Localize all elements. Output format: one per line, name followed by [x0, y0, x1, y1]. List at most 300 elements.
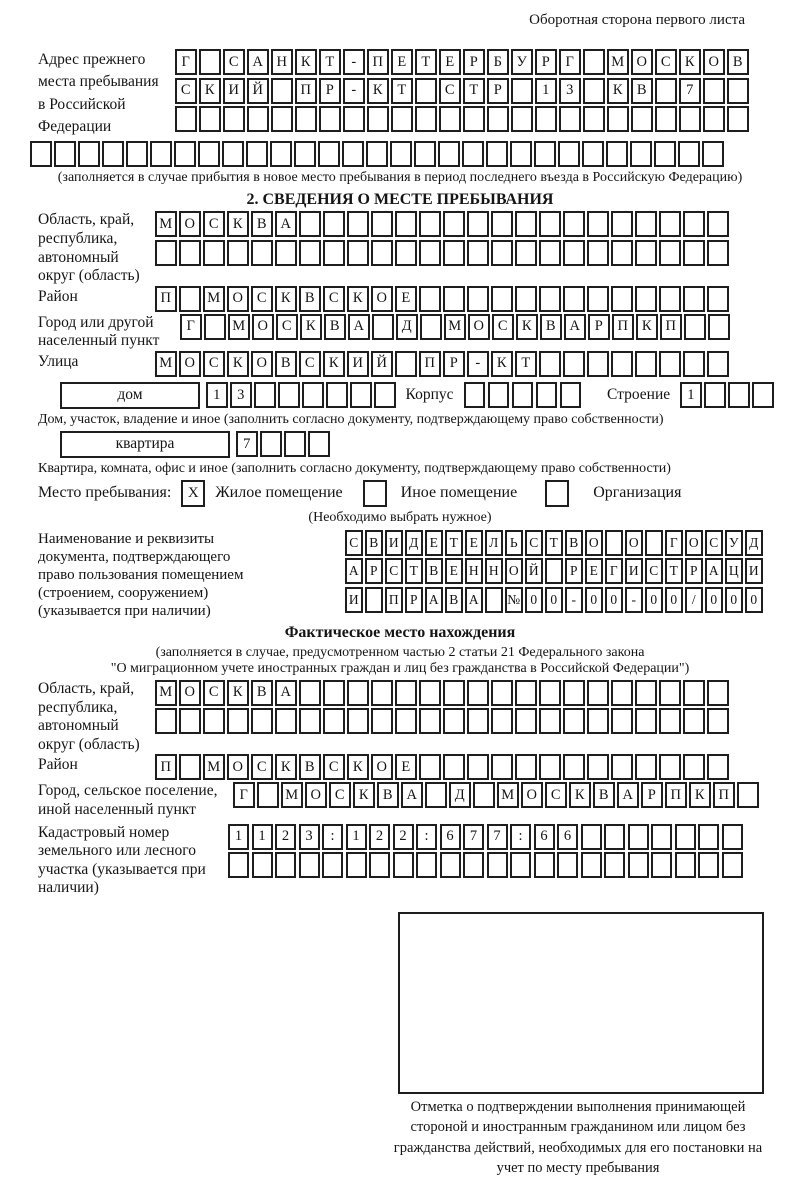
char-box[interactable]: [563, 680, 585, 706]
char-box[interactable]: [604, 852, 625, 878]
char-box[interactable]: 7: [487, 824, 508, 850]
char-box[interactable]: [539, 211, 561, 237]
char-box[interactable]: [271, 106, 293, 132]
char-box[interactable]: 3: [230, 382, 252, 408]
char-box[interactable]: И: [385, 530, 403, 556]
char-box[interactable]: [299, 240, 321, 266]
char-box[interactable]: О: [252, 314, 274, 340]
char-box[interactable]: [443, 286, 465, 312]
char-box[interactable]: [390, 141, 412, 167]
char-box[interactable]: /: [685, 587, 703, 613]
char-box[interactable]: М: [497, 782, 519, 808]
char-box[interactable]: И: [347, 351, 369, 377]
char-box[interactable]: [630, 141, 652, 167]
char-box[interactable]: [635, 680, 657, 706]
char-box[interactable]: [419, 211, 441, 237]
char-box[interactable]: В: [275, 351, 297, 377]
char-box[interactable]: [179, 708, 201, 734]
char-box[interactable]: [655, 106, 677, 132]
char-box[interactable]: С: [525, 530, 543, 556]
char-box[interactable]: [563, 286, 585, 312]
char-box[interactable]: Е: [391, 49, 413, 75]
char-box[interactable]: [346, 852, 367, 878]
char-box[interactable]: [659, 680, 681, 706]
char-box[interactable]: [342, 141, 364, 167]
char-box[interactable]: [605, 530, 623, 556]
char-box[interactable]: К: [227, 211, 249, 237]
char-box[interactable]: Т: [415, 49, 437, 75]
char-box[interactable]: 1: [346, 824, 367, 850]
char-box[interactable]: [545, 558, 563, 584]
char-box[interactable]: О: [251, 351, 273, 377]
char-box[interactable]: [491, 211, 513, 237]
char-box[interactable]: [534, 141, 556, 167]
char-box[interactable]: М: [203, 286, 225, 312]
char-box[interactable]: [371, 708, 393, 734]
char-box[interactable]: М: [281, 782, 303, 808]
char-box[interactable]: [707, 680, 729, 706]
char-box[interactable]: [391, 106, 413, 132]
char-box[interactable]: Е: [395, 286, 417, 312]
char-box[interactable]: К: [569, 782, 591, 808]
char-box[interactable]: [395, 211, 417, 237]
char-box[interactable]: В: [593, 782, 615, 808]
char-box[interactable]: 0: [745, 587, 763, 613]
char-box[interactable]: [179, 754, 201, 780]
char-box[interactable]: [270, 141, 292, 167]
char-box[interactable]: Р: [463, 49, 485, 75]
char-box[interactable]: Р: [535, 49, 557, 75]
char-box[interactable]: 7: [463, 824, 484, 850]
char-box[interactable]: [227, 240, 249, 266]
char-box[interactable]: М: [203, 754, 225, 780]
char-box[interactable]: [278, 382, 300, 408]
char-box[interactable]: М: [155, 211, 177, 237]
char-box[interactable]: А: [348, 314, 370, 340]
char-box[interactable]: [54, 141, 76, 167]
char-box[interactable]: -: [467, 351, 489, 377]
char-box[interactable]: В: [251, 211, 273, 237]
char-box[interactable]: [275, 240, 297, 266]
char-box[interactable]: [302, 382, 324, 408]
char-box[interactable]: Й: [525, 558, 543, 584]
char-box[interactable]: [675, 852, 696, 878]
char-box[interactable]: [491, 286, 513, 312]
char-box[interactable]: [563, 351, 585, 377]
char-box[interactable]: [371, 680, 393, 706]
char-box[interactable]: П: [295, 78, 317, 104]
char-box[interactable]: В: [425, 558, 443, 584]
char-box[interactable]: Р: [443, 351, 465, 377]
char-box[interactable]: С: [203, 211, 225, 237]
char-box[interactable]: [535, 106, 557, 132]
char-box[interactable]: [611, 708, 633, 734]
char-box[interactable]: 1: [252, 824, 273, 850]
char-box[interactable]: О: [371, 286, 393, 312]
char-box[interactable]: [607, 106, 629, 132]
char-box[interactable]: [318, 141, 340, 167]
char-box[interactable]: [628, 824, 649, 850]
char-box[interactable]: Р: [365, 558, 383, 584]
char-box[interactable]: [326, 382, 348, 408]
char-box[interactable]: [722, 824, 743, 850]
char-box[interactable]: [347, 211, 369, 237]
char-box[interactable]: [698, 824, 719, 850]
char-box[interactable]: О: [227, 754, 249, 780]
char-box[interactable]: [443, 240, 465, 266]
char-box[interactable]: О: [703, 49, 725, 75]
char-box[interactable]: О: [179, 680, 201, 706]
char-box[interactable]: [563, 754, 585, 780]
char-box[interactable]: [299, 211, 321, 237]
char-box[interactable]: [488, 382, 510, 408]
char-box[interactable]: Н: [465, 558, 483, 584]
char-box[interactable]: [559, 106, 581, 132]
char-box[interactable]: [393, 852, 414, 878]
char-box[interactable]: А: [275, 680, 297, 706]
char-box[interactable]: 0: [525, 587, 543, 613]
char-box[interactable]: М: [607, 49, 629, 75]
char-box[interactable]: [515, 754, 537, 780]
char-box[interactable]: [654, 141, 676, 167]
char-box[interactable]: [419, 240, 441, 266]
char-box[interactable]: Р: [565, 558, 583, 584]
char-box[interactable]: [683, 754, 705, 780]
char-box[interactable]: [322, 852, 343, 878]
char-box[interactable]: Е: [445, 558, 463, 584]
char-box[interactable]: [683, 211, 705, 237]
char-box[interactable]: [515, 286, 537, 312]
char-box[interactable]: П: [385, 587, 403, 613]
char-box[interactable]: Д: [405, 530, 423, 556]
char-box[interactable]: Н: [271, 49, 293, 75]
char-box[interactable]: В: [727, 49, 749, 75]
char-box[interactable]: 0: [665, 587, 683, 613]
char-box[interactable]: [463, 106, 485, 132]
char-box[interactable]: [752, 382, 774, 408]
char-box[interactable]: [438, 141, 460, 167]
char-box[interactable]: [557, 852, 578, 878]
char-box[interactable]: Т: [445, 530, 463, 556]
char-box[interactable]: О: [371, 754, 393, 780]
char-box[interactable]: 6: [440, 824, 461, 850]
char-box[interactable]: [464, 382, 486, 408]
char-box[interactable]: 0: [545, 587, 563, 613]
char-box[interactable]: [679, 106, 701, 132]
char-box[interactable]: [635, 708, 657, 734]
char-box[interactable]: [254, 382, 276, 408]
char-box[interactable]: [350, 382, 372, 408]
char-box[interactable]: В: [324, 314, 346, 340]
char-box[interactable]: [703, 106, 725, 132]
char-box[interactable]: С: [323, 754, 345, 780]
char-box[interactable]: [659, 240, 681, 266]
char-box[interactable]: [419, 286, 441, 312]
char-box[interactable]: К: [367, 78, 389, 104]
char-box[interactable]: М: [155, 351, 177, 377]
char-box[interactable]: А: [425, 587, 443, 613]
char-box[interactable]: А: [275, 211, 297, 237]
char-box[interactable]: [198, 141, 220, 167]
char-box[interactable]: 2: [393, 824, 414, 850]
char-box[interactable]: [343, 106, 365, 132]
char-box[interactable]: А: [247, 49, 269, 75]
char-box[interactable]: [179, 286, 201, 312]
char-box[interactable]: [367, 106, 389, 132]
char-box[interactable]: Г: [233, 782, 255, 808]
char-box[interactable]: [228, 852, 249, 878]
char-box[interactable]: [252, 852, 273, 878]
char-box[interactable]: [631, 106, 653, 132]
char-box[interactable]: [702, 141, 724, 167]
char-box[interactable]: [414, 141, 436, 167]
char-box[interactable]: К: [607, 78, 629, 104]
char-box[interactable]: [683, 286, 705, 312]
char-box[interactable]: В: [445, 587, 463, 613]
char-box[interactable]: [722, 852, 743, 878]
char-box[interactable]: [440, 852, 461, 878]
char-box[interactable]: [587, 211, 609, 237]
char-box[interactable]: О: [521, 782, 543, 808]
char-box[interactable]: [487, 852, 508, 878]
char-box[interactable]: Б: [487, 49, 509, 75]
char-box[interactable]: [683, 240, 705, 266]
char-box[interactable]: И: [745, 558, 763, 584]
char-box[interactable]: [707, 351, 729, 377]
char-box[interactable]: М: [155, 680, 177, 706]
char-box[interactable]: С: [492, 314, 514, 340]
char-box[interactable]: [515, 211, 537, 237]
char-box[interactable]: К: [636, 314, 658, 340]
char-box[interactable]: [467, 754, 489, 780]
char-box[interactable]: В: [377, 782, 399, 808]
char-box[interactable]: [199, 49, 221, 75]
char-box[interactable]: [467, 240, 489, 266]
char-box[interactable]: [439, 106, 461, 132]
char-box[interactable]: [395, 680, 417, 706]
char-box[interactable]: [651, 824, 672, 850]
char-box[interactable]: О: [305, 782, 327, 808]
char-box[interactable]: [260, 431, 282, 457]
char-box[interactable]: К: [300, 314, 322, 340]
char-box[interactable]: К: [491, 351, 513, 377]
char-box[interactable]: [491, 754, 513, 780]
char-box[interactable]: [587, 351, 609, 377]
char-box[interactable]: [443, 211, 465, 237]
char-box[interactable]: [443, 708, 465, 734]
char-box[interactable]: 0: [645, 587, 663, 613]
char-box[interactable]: [678, 141, 700, 167]
char-box[interactable]: [604, 824, 625, 850]
char-box[interactable]: К: [275, 754, 297, 780]
char-box[interactable]: [587, 240, 609, 266]
char-box[interactable]: С: [251, 754, 273, 780]
char-box[interactable]: [319, 106, 341, 132]
char-box[interactable]: [365, 587, 383, 613]
char-box[interactable]: С: [276, 314, 298, 340]
char-box[interactable]: С: [385, 558, 403, 584]
char-box[interactable]: [257, 782, 279, 808]
char-box[interactable]: 1: [228, 824, 249, 850]
char-box[interactable]: В: [299, 754, 321, 780]
char-box[interactable]: Л: [485, 530, 503, 556]
char-box[interactable]: [611, 286, 633, 312]
char-box[interactable]: Ь: [505, 530, 523, 556]
char-box[interactable]: К: [353, 782, 375, 808]
char-box[interactable]: [683, 680, 705, 706]
char-box[interactable]: [443, 754, 465, 780]
char-box[interactable]: [611, 754, 633, 780]
char-box[interactable]: К: [199, 78, 221, 104]
char-box[interactable]: Г: [175, 49, 197, 75]
char-box[interactable]: С: [299, 351, 321, 377]
char-box[interactable]: [675, 824, 696, 850]
char-box[interactable]: Т: [319, 49, 341, 75]
char-box[interactable]: О: [585, 530, 603, 556]
char-box[interactable]: [611, 351, 633, 377]
char-box[interactable]: -: [343, 49, 365, 75]
char-box[interactable]: С: [323, 286, 345, 312]
char-box[interactable]: О: [179, 211, 201, 237]
char-box[interactable]: С: [655, 49, 677, 75]
char-box[interactable]: И: [223, 78, 245, 104]
char-box[interactable]: К: [323, 351, 345, 377]
char-box[interactable]: [347, 680, 369, 706]
char-box[interactable]: :: [510, 824, 531, 850]
char-box[interactable]: В: [251, 680, 273, 706]
char-box[interactable]: [323, 211, 345, 237]
char-box[interactable]: [635, 286, 657, 312]
char-box[interactable]: [539, 680, 561, 706]
char-box[interactable]: [126, 141, 148, 167]
char-box[interactable]: [203, 708, 225, 734]
char-box[interactable]: [707, 754, 729, 780]
char-box[interactable]: [419, 680, 441, 706]
char-box[interactable]: [539, 240, 561, 266]
char-box[interactable]: В: [540, 314, 562, 340]
char-box[interactable]: -: [565, 587, 583, 613]
char-box[interactable]: [155, 240, 177, 266]
char-box[interactable]: [539, 708, 561, 734]
char-box[interactable]: В: [631, 78, 653, 104]
char-box[interactable]: [563, 240, 585, 266]
char-box[interactable]: [659, 351, 681, 377]
char-box[interactable]: К: [679, 49, 701, 75]
char-box[interactable]: 2: [275, 824, 296, 850]
char-box[interactable]: [534, 852, 555, 878]
char-box[interactable]: П: [665, 782, 687, 808]
char-box[interactable]: -: [343, 78, 365, 104]
char-box[interactable]: [419, 708, 441, 734]
char-box[interactable]: [635, 754, 657, 780]
char-box[interactable]: :: [416, 824, 437, 850]
char-box[interactable]: [708, 314, 730, 340]
char-box[interactable]: [284, 431, 306, 457]
char-box[interactable]: П: [660, 314, 682, 340]
char-box[interactable]: В: [565, 530, 583, 556]
char-box[interactable]: [659, 708, 681, 734]
char-box[interactable]: К: [347, 754, 369, 780]
char-box[interactable]: П: [612, 314, 634, 340]
char-box[interactable]: [366, 141, 388, 167]
char-box[interactable]: [395, 708, 417, 734]
char-box[interactable]: А: [705, 558, 723, 584]
char-box[interactable]: С: [645, 558, 663, 584]
char-box[interactable]: [486, 141, 508, 167]
char-box[interactable]: Г: [180, 314, 202, 340]
char-box[interactable]: [583, 49, 605, 75]
char-box[interactable]: [515, 240, 537, 266]
char-box[interactable]: С: [705, 530, 723, 556]
char-box[interactable]: Т: [405, 558, 423, 584]
char-box[interactable]: [222, 141, 244, 167]
char-box[interactable]: Д: [449, 782, 471, 808]
char-box[interactable]: Р: [405, 587, 423, 613]
char-box[interactable]: [698, 852, 719, 878]
char-box[interactable]: [275, 852, 296, 878]
char-box[interactable]: Р: [641, 782, 663, 808]
char-box[interactable]: П: [367, 49, 389, 75]
char-box[interactable]: [467, 286, 489, 312]
char-box[interactable]: С: [545, 782, 567, 808]
char-box[interactable]: -: [625, 587, 643, 613]
char-box[interactable]: [443, 680, 465, 706]
char-box[interactable]: А: [465, 587, 483, 613]
char-box[interactable]: [308, 431, 330, 457]
char-box[interactable]: [558, 141, 580, 167]
char-box[interactable]: [707, 708, 729, 734]
char-box[interactable]: [374, 382, 396, 408]
char-box[interactable]: [467, 680, 489, 706]
char-box[interactable]: [707, 240, 729, 266]
char-box[interactable]: [582, 141, 604, 167]
char-box[interactable]: О: [179, 351, 201, 377]
char-box[interactable]: [655, 78, 677, 104]
char-box[interactable]: Г: [605, 558, 623, 584]
char-box[interactable]: О: [227, 286, 249, 312]
residence-type-checkbox-other[interactable]: [363, 480, 387, 507]
char-box[interactable]: [420, 314, 442, 340]
char-box[interactable]: 7: [236, 431, 258, 457]
char-box[interactable]: [299, 852, 320, 878]
char-box[interactable]: [628, 852, 649, 878]
char-box[interactable]: Е: [395, 754, 417, 780]
char-box[interactable]: [467, 708, 489, 734]
char-box[interactable]: [587, 754, 609, 780]
char-box[interactable]: Т: [515, 351, 537, 377]
char-box[interactable]: С: [345, 530, 363, 556]
char-box[interactable]: Т: [463, 78, 485, 104]
char-box[interactable]: [510, 852, 531, 878]
char-box[interactable]: [347, 240, 369, 266]
char-box[interactable]: [467, 211, 489, 237]
residence-type-checkbox-dwelling[interactable]: X: [181, 480, 205, 507]
char-box[interactable]: В: [299, 286, 321, 312]
char-box[interactable]: [645, 530, 663, 556]
char-box[interactable]: 1: [535, 78, 557, 104]
char-box[interactable]: К: [347, 286, 369, 312]
char-box[interactable]: [563, 708, 585, 734]
char-box[interactable]: [683, 708, 705, 734]
char-box[interactable]: У: [725, 530, 743, 556]
char-box[interactable]: [659, 211, 681, 237]
char-box[interactable]: [536, 382, 558, 408]
char-box[interactable]: [587, 286, 609, 312]
char-box[interactable]: Е: [439, 49, 461, 75]
char-box[interactable]: [369, 852, 390, 878]
char-box[interactable]: [659, 754, 681, 780]
char-box[interactable]: [707, 211, 729, 237]
